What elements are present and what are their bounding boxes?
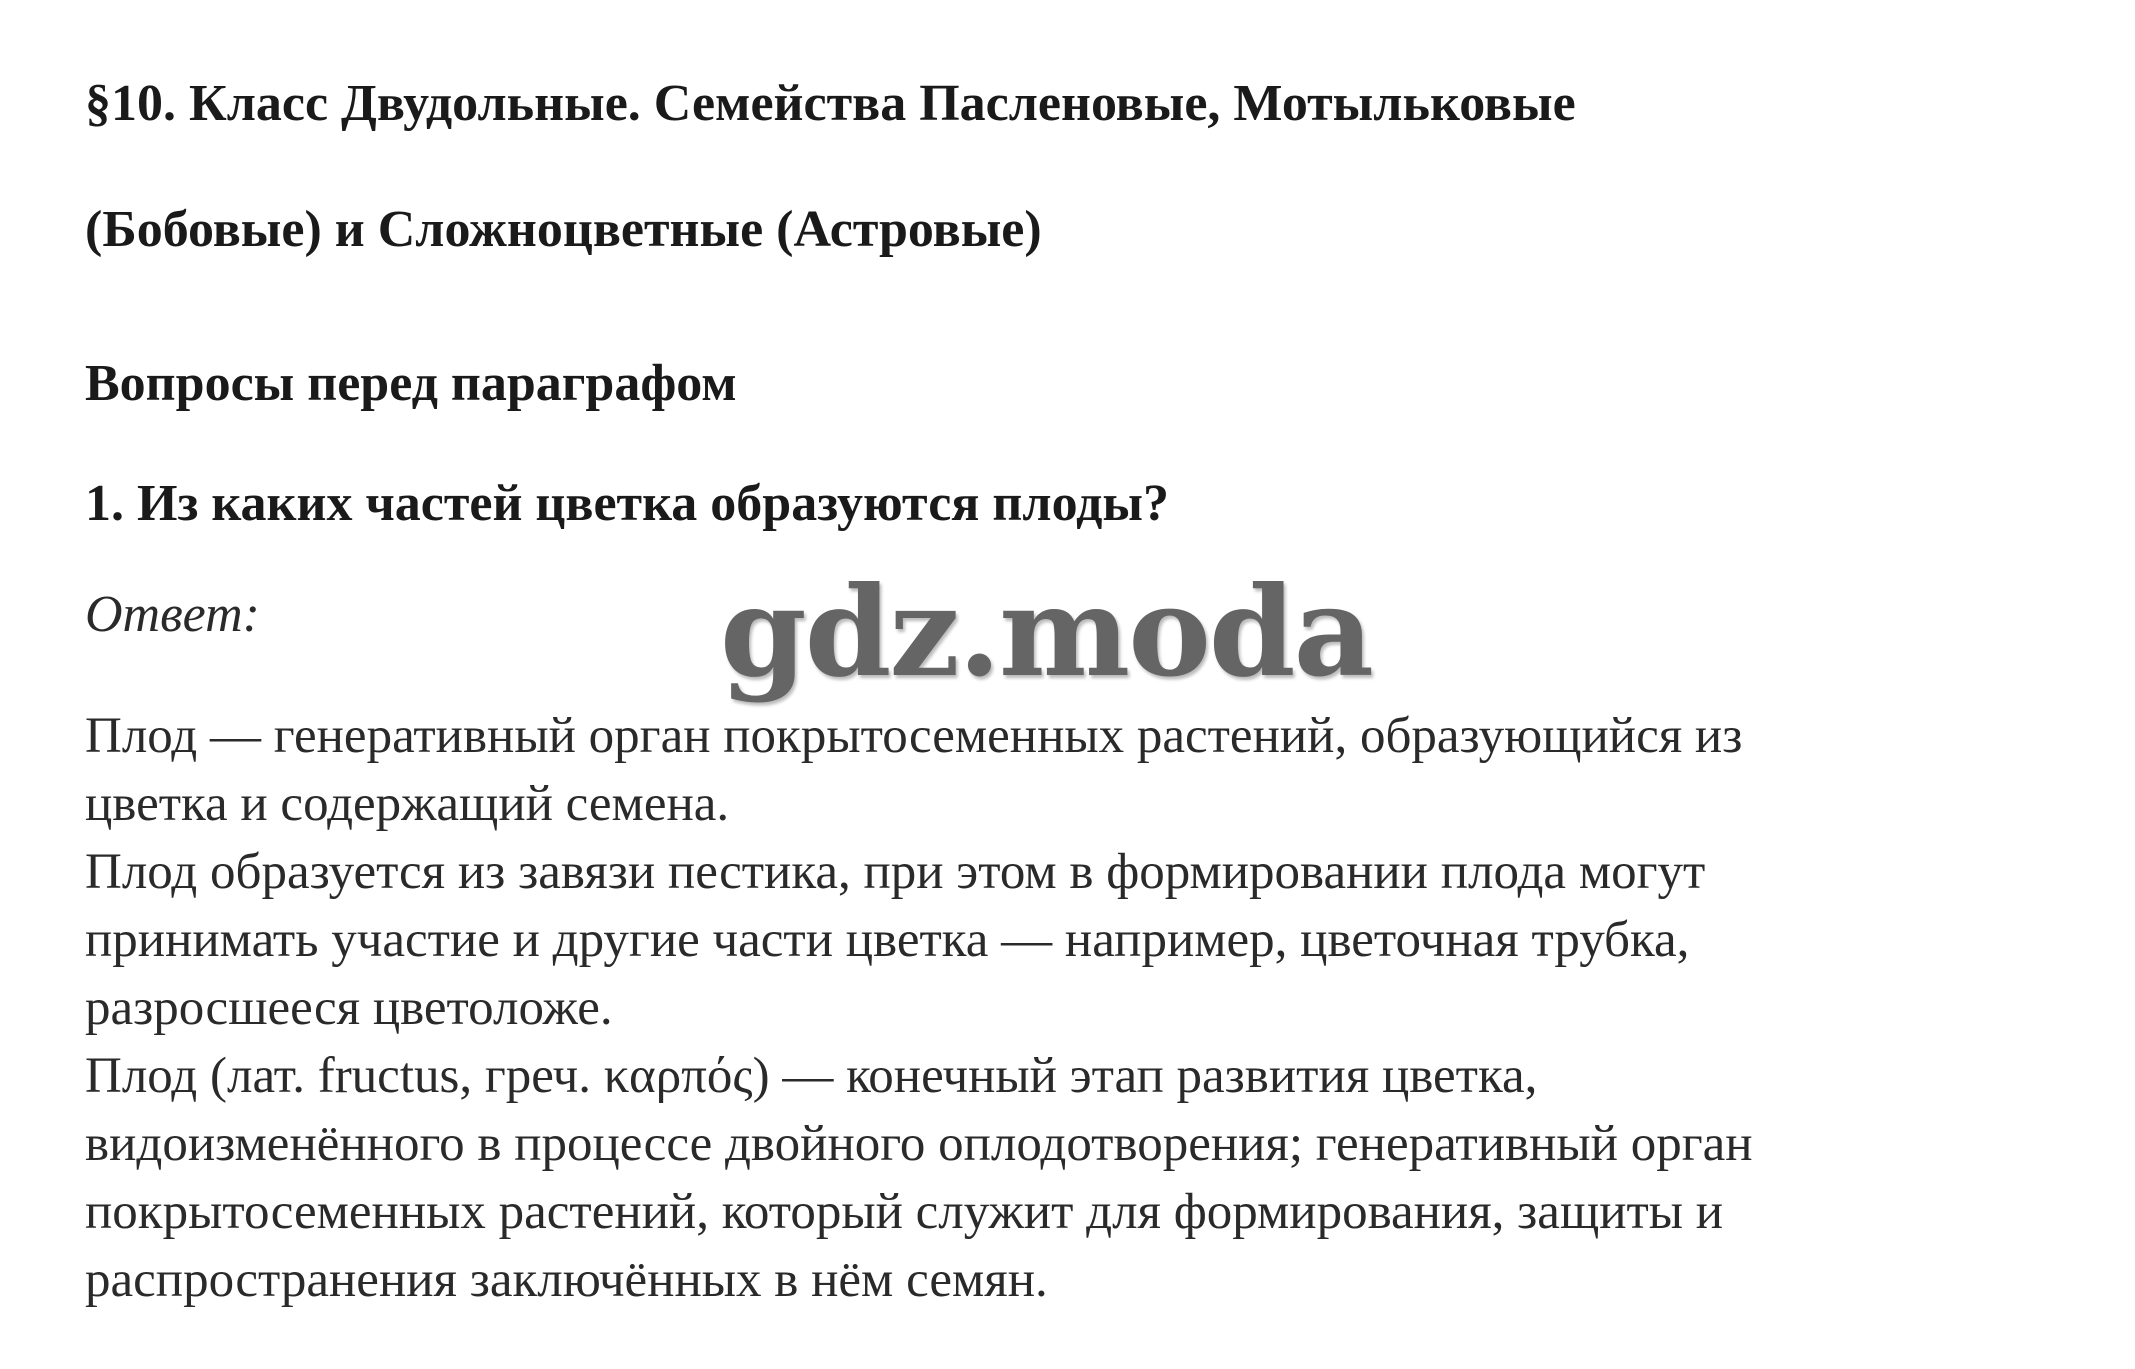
answer-line: принимать участие и другие части цветка — например, цветочная трубка,: [85, 912, 1690, 968]
answer-line: распространения заключённых в нём семян.: [85, 1252, 1048, 1308]
answer-line: Плод — генеративный орган покрытосеменных растений, образующийся из: [85, 708, 1743, 764]
paragraph-title-line-1: §10. Класс Двудольные. Семейства Пасленовые, Мотыльковые: [85, 75, 1576, 132]
answer-line: разросшееся цветоложе.: [85, 980, 613, 1036]
section-heading: Вопросы перед параграфом: [85, 355, 737, 412]
answer-line: Плод образуется из завязи пестика, при этом в формировании плода могут: [85, 844, 1706, 900]
answer-label: Ответ:: [85, 586, 260, 643]
answer-line: Плод (лат. fructus, греч. καρπός) — конечный этап развития цветка,: [85, 1048, 1538, 1104]
answer-text: [85, 702, 2125, 1314]
question-1: 1. Из каких частей цветка образуются плоды?: [85, 475, 1169, 532]
watermark-logo: gdz.moda: [720, 560, 1372, 705]
answer-line: цветка и содержащий семена.: [85, 776, 730, 832]
answer-line: покрытосеменных растений, который служит для формирования, защиты и: [85, 1184, 1724, 1240]
paragraph-title-line-2: (Бобовые) и Сложноцветные (Астровые): [85, 201, 1042, 258]
answer-line: видоизменённого в процессе двойного оплодотворения; генеративный орган: [85, 1116, 1753, 1172]
